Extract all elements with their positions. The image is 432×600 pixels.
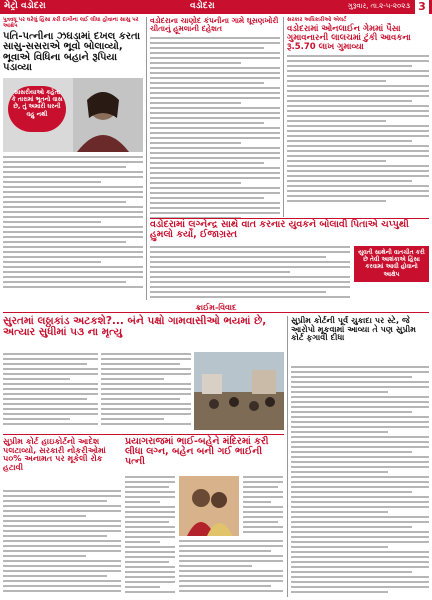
- story-4-inset: [354, 246, 429, 282]
- divider: [287, 316, 288, 597]
- story-3: [287, 17, 429, 217]
- photo-couple-icon: [179, 476, 239, 536]
- city-name: વડોદરા: [190, 1, 215, 11]
- story-3-body: [287, 55, 429, 205]
- story-6-headline: સુપ્રીમ કોર્ટની પૂર્વ ચુકાદા પર સ્ટે, જે આરોપો મૂકવામાં આવ્યા તે પણ સુપ્રીમ કોર્ટ ફગાવી દીધા: [291, 315, 416, 343]
- section-rule: [3, 312, 429, 313]
- story-8: [125, 437, 285, 471]
- story-2-headline: વડોદરાના ચાણોદ કંપનીના ગામે ઘૂસણખોરી ચીતાનું હૂમલાની દહેશત: [150, 16, 279, 33]
- story-1-quote: [8, 86, 66, 132]
- divider: [146, 17, 147, 300]
- story-5-photo: [194, 352, 284, 430]
- story-3-subhead: વડોદરામાં ઓનલાઈન ગેમમાં પૈસા ગુમાવનારની લાલચમાં ટુંકી આવકના રૂ.5.70 લાખ ગુમાવ્યા: [287, 24, 411, 53]
- photo-crowd-icon: [194, 352, 284, 430]
- story-7-top-rule: [3, 434, 284, 435]
- masthead: [0, 0, 432, 14]
- story-5: [3, 316, 284, 348]
- story-4: [150, 220, 429, 242]
- story-3-kicker: સરકાર અધિકારીઓ એલર્ટ: [287, 17, 347, 23]
- story-8-body-c: [243, 476, 283, 538]
- story-1-headline: પતિ-પત્નીના ઝઘડામાં દખલ કરતા સાસુ-સસરાએ ભૂવો બોલાવ્યો, ભૂવાએ વિધિના બહાને રૂપિયા પડાવ્યા: [3, 30, 141, 74]
- story-4-headline: વડોદરામાં લગ્નેન્દ્ર સાથે વાત કરનાર યુવકને બોલાવી પિતાએ ચપ્પુથી હુમલો કર્યો, ઈજાગ્રસ્ત: [150, 219, 409, 240]
- story-8-photo: [179, 476, 239, 536]
- story-8-body-a: [125, 476, 175, 597]
- issue-date: ગુરૂવાર, તા.૨-૫-૨૦૨૩: [347, 2, 410, 10]
- story-1-body: [3, 156, 143, 300]
- story-5-body-a: [3, 353, 98, 431]
- story-7-body: [3, 490, 121, 597]
- divider: [283, 17, 284, 217]
- section-label-text: ક્રાઈમ-વિવાદ: [195, 303, 237, 312]
- story-1-quote-text: સાસરીયાઓ કહેતા કે તારામાં ભૂતનો વાસ છે, તું અમારી ઘરની વહુ નથી: [11, 89, 63, 118]
- story-8-headline: પ્રયાગરાજમાં ભાઈ-બહેને મંદિરમાં કરી લીધા લગ્ન, બહેન બની ગઈ ભાઈની પત્ની: [125, 436, 269, 467]
- story-2-body: [150, 37, 280, 227]
- story-6-body: [291, 366, 429, 597]
- story-2: [150, 17, 280, 127]
- story-7: [3, 437, 121, 487]
- page-number: 3: [415, 0, 429, 14]
- story-5-headline: સુરતમાં લઠ્ઠાકાંડ અટકશે?... બંને પક્ષો ગામવાસીઓ ભયમાં છે, અત્યાર સુધીમાં ૫૩ ના મૃત્યુ: [3, 315, 267, 339]
- story-7-headline: સુપ્રીમ કોર્ટ હાઇકોર્ટનો આદેશ પલટાવ્યો, સરકારી નોકરીઓમાં ૫૦% અનામત પર મૂકેલી રોક હટાવી: [3, 436, 106, 472]
- story-4-inset-text: યુવતી સાથેની વાતચીત કરી છે તેવી આશંકાએ હિંસા કરવામાં આવી હોવાનો આક્ષેપ: [358, 249, 425, 278]
- story-1-kicker: પુત્રવધૂ પર ઘરેલું હિંસા કરી દાગીના લઈ લીધા હોવાના સાસુ પર આક્ષેપ: [3, 17, 139, 30]
- story-4-body: [150, 246, 350, 300]
- section-name: મેટ્રો વડોદરા: [4, 1, 46, 11]
- story-5-body-b: [101, 353, 191, 431]
- story-6: [291, 316, 429, 360]
- story-8-body-b: [179, 540, 283, 597]
